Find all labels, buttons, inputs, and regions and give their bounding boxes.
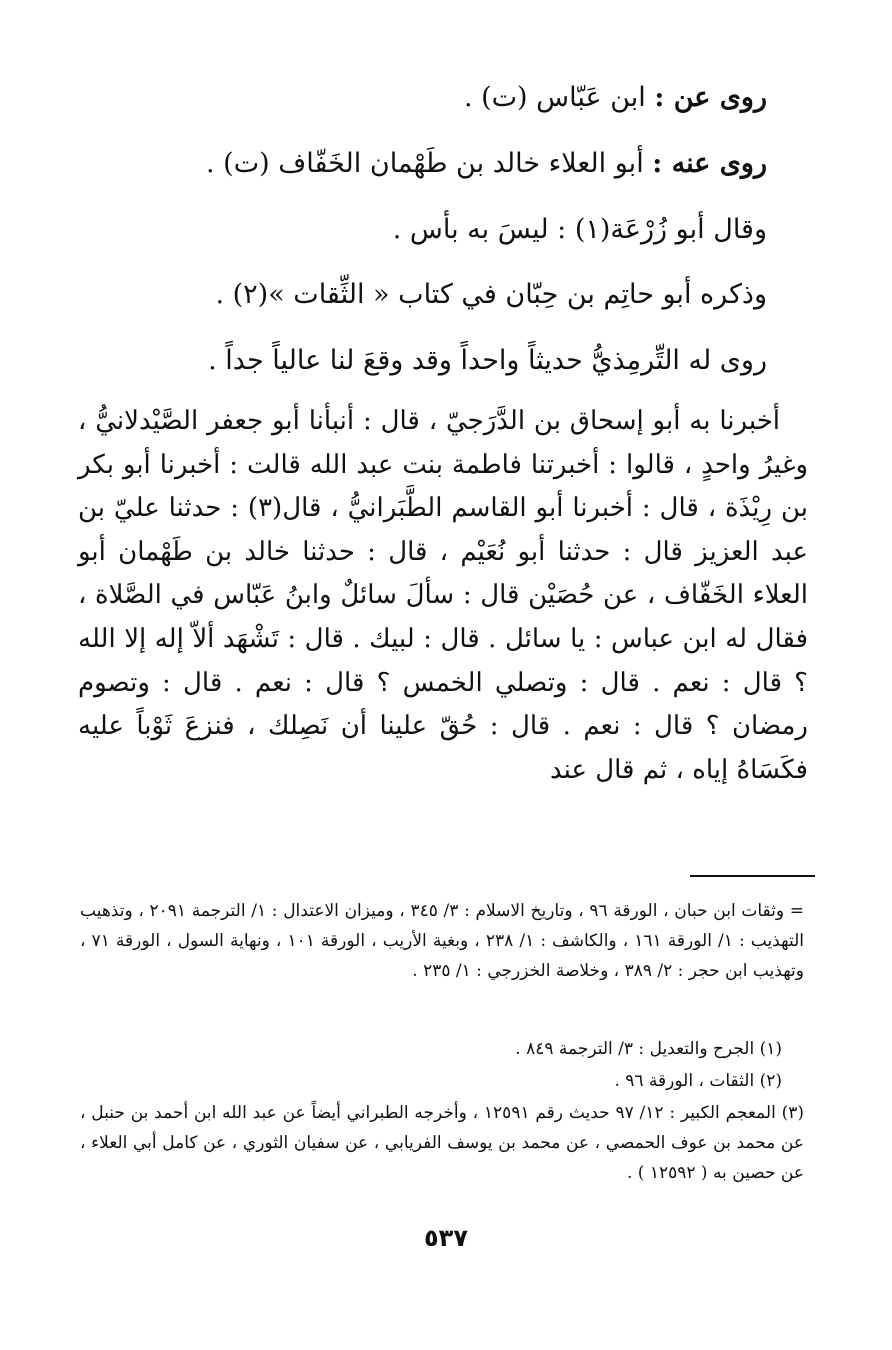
line-text: روى له التِّرمِذيُّ حديثاً واحداً وقد وقعَ لنا عالياً جداً . bbox=[208, 345, 767, 376]
footnote-continuation: = وثقات ابن حبان ، الورقة ٩٦ ، وتاريخ الاسلام : ٣/ ٣٤٥ ، وميزان الاعتدال : ١/ الترجمة ٢٠٩١ ، وتذهيب التهذيب : ١/ الورقة ١٦١ ، والكاشف : ١/ ٢٣٨ ، وبغية الأريب ، الورقة ١٠١ ، ونهاية السول ، الورقة ٧١ ، وتهذيب ابن حجر : ٢/ ٣٨٩ ، وخلاصة الخزرجي : ١/ ٢٣٥ . bbox=[80, 901, 804, 981]
page-number: ٥٣٧ bbox=[424, 1224, 468, 1252]
footnote-separator bbox=[690, 875, 815, 877]
line-label: روى عن : bbox=[654, 82, 767, 113]
line-text: وذكره أبو حاتِم بن حِبّان في كتاب « الثِّقات »(٢) . bbox=[215, 279, 767, 310]
line-text: أبو العلاء خالد بن طَهْمان الخَفّاف (ت) . bbox=[206, 148, 653, 179]
footnote-3: (٣) المعجم الكبير : ١٢/ ٩٧ حديث رقم ١٢٥٩١ ، وأخرجه الطبراني أيضاً عن عبد الله ابن أحمد بن حنبل ، عن محمد بن عوف الحمصي ، عن محمد بن يوسف الفريابي ، عن سفيان الثوري ، عن كامل أبي العلاء ، عن حصين به ( ١٢٥٩٢ ) . bbox=[80, 1103, 804, 1183]
hadith-paragraph bbox=[78, 400, 808, 792]
abu-zura-line bbox=[393, 210, 767, 250]
hadith-text: أخبرنا به أبو إسحاق بن الدَّرَجيّ ، قال : أنبأنا أبو جعفر الصَّيْدلانيُّ ، وغيرُ واحدٍ ، قالوا : أخبرتنا فاطمة بنت عبد الله قالت : أخبرنا أبو بكر بن رِيْذَة ، قال : أخبرنا أبو القاسم الطَّبَرانيُّ ، قال(٣) : حدثنا عليّ بن عبد العزيز قال : حدثنا أبو نُعَيْم ، قال : حدثنا خالد بن طَهْمان أبو العلاء الخَفّاف ، عن حُصَيْن قال : سألَ سائلٌ وابنُ عَبّاس في الصَّلاة ، فقال له ابن عباس : يا سائل . قال : لبيك . قال : تَشْهَد ألاّ إله إلا الله ؟ قال : نعم . قال : وتصلي الخمس ؟ قال : نعم . قال : وتصوم رمضان ؟ قال : نعم . قال : حُقّ علينا أن نَصِلك ، فنزعَ ثَوْباً عليه فكَسَاهُ إياه ، ثم قال عند bbox=[78, 406, 808, 785]
narrated-from-line bbox=[464, 78, 767, 118]
tirmidhi-line bbox=[208, 341, 767, 381]
line-label: روى عنه : bbox=[652, 148, 767, 179]
line-text: ابن عَبّاس (ت) . bbox=[463, 82, 655, 113]
narrated-by-line bbox=[206, 144, 767, 184]
footnote-2: (٢) الثقات ، الورقة ٩٦ . bbox=[614, 1071, 782, 1091]
footnote-1: (١) الجرح والتعديل : ٣/ الترجمة ٨٤٩ . bbox=[515, 1039, 782, 1059]
ibn-hibban-line bbox=[215, 275, 767, 315]
line-text: وقال أبو زُرْعَة(١) : ليسَ به بأس . bbox=[392, 214, 767, 245]
